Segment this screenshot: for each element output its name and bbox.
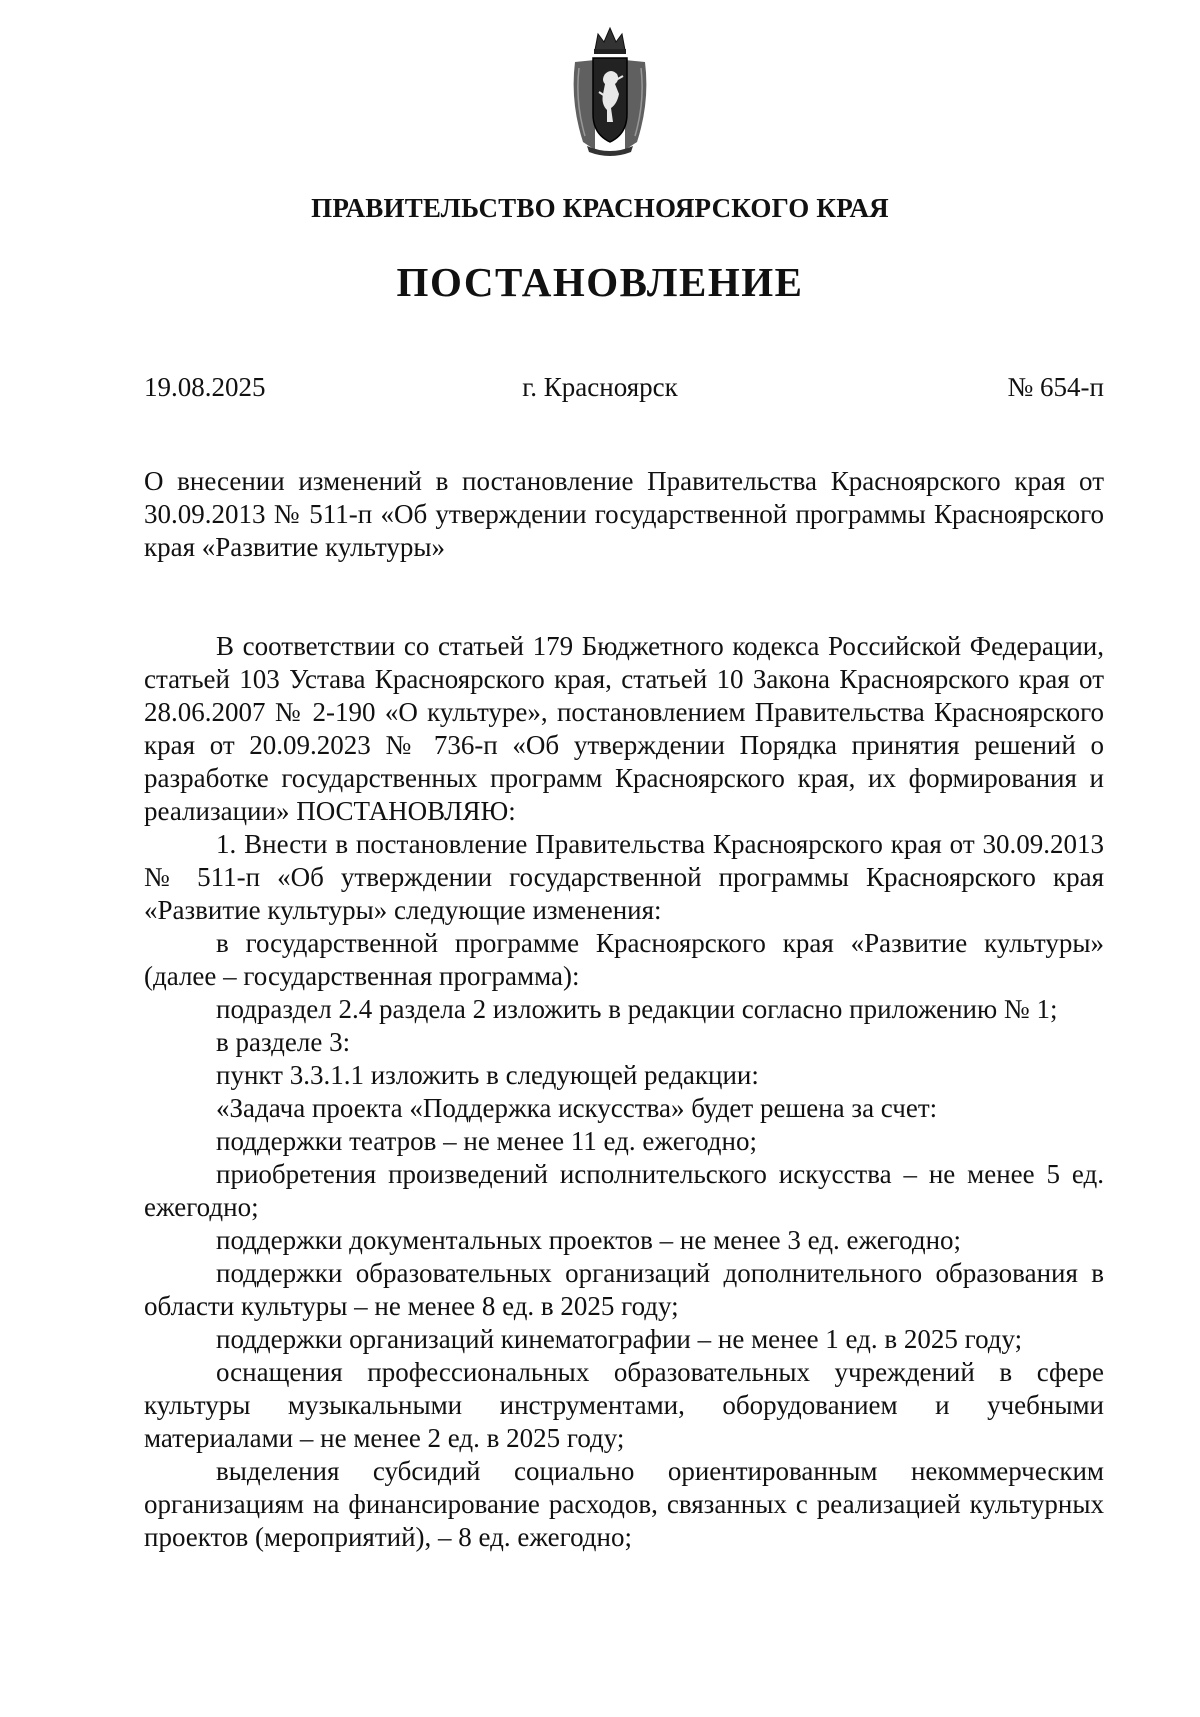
document-number: № 654-п — [1007, 372, 1104, 402]
body-paragraph: «Задача проекта «Поддержка искусства» будет решена за счет: — [216, 1093, 938, 1123]
body-paragraph: оснащения профессиональных образовательных учреждений в сфере культуры музыкальными инструментами, оборудованием и учебными материалами – не менее 2 ед. в 2025 году; — [144, 1357, 1104, 1453]
body-paragraph: 1. Внести в постановление Правительства Красноярского края от 30.09.2013 № 511-п «Об утверждении государственной программы Красноярского края «Развитие культуры» следующие изменения: — [144, 829, 1104, 925]
body-paragraph: в разделе 3: — [216, 1027, 351, 1057]
body-paragraph: поддержки документальных проектов – не менее 3 ед. ежегодно; — [216, 1225, 962, 1255]
body-paragraph: приобретения произведений исполнительского искусства – не менее 5 ед. ежегодно; — [144, 1159, 1104, 1222]
document-date: 19.08.2025 — [144, 372, 266, 402]
body-paragraph: В соответствии со статьей 179 Бюджетного кодекса Российской Федерации, статьей 103 Устава Красноярского края, статьей 10 Закона Красноярского края от 28.06.2007 № 2-190 «О культуре», постановлением Правительства Красноярского края от 20.09.2023 № 736-п «Об утверждении Порядка принятия решений о разработке государственных программ Красноярского края, их формирования и реализации» ПОСТАНОВЛЯЮ: — [144, 631, 1104, 826]
coat-of-arms-icon — [565, 22, 655, 157]
body-paragraph: выделения субсидий социально ориентированным некоммерческим организациям на финансирование расходов, связанных с реализацией культурных проектов (мероприятий), – 8 ед. ежегодно; — [144, 1456, 1104, 1552]
body-paragraph: подраздел 2.4 раздела 2 изложить в редакции согласно приложению № 1; — [216, 994, 1058, 1024]
document-city: г. Красноярск — [522, 372, 678, 402]
document-type-title: ПОСТАНОВЛЕНИЕ — [396, 259, 804, 305]
document-subject: О внесении изменений в постановление Правительства Красноярского края от 30.09.2013 № 511-п «Об утверждении государственной программы Красноярского края «Развитие культуры» — [144, 466, 1104, 562]
body-paragraph: поддержки театров – не менее 11 ед. ежегодно; — [216, 1126, 757, 1156]
document-body — [144, 630, 1104, 1554]
body-paragraph: поддержки организаций кинематографии – не менее 1 ед. в 2025 году; — [216, 1324, 1023, 1354]
body-paragraph: поддержки образовательных организаций дополнительного образования в области культуры – не менее 8 ед. в 2025 году; — [144, 1258, 1104, 1321]
body-paragraph: в государственной программе Красноярского края «Развитие культуры» (далее – государственная программа): — [144, 928, 1104, 991]
organization-title: ПРАВИТЕЛЬСТВО КРАСНОЯРСКОГО КРАЯ — [311, 193, 889, 223]
body-paragraph: пункт 3.3.1.1 изложить в следующей редакции: — [216, 1060, 759, 1090]
